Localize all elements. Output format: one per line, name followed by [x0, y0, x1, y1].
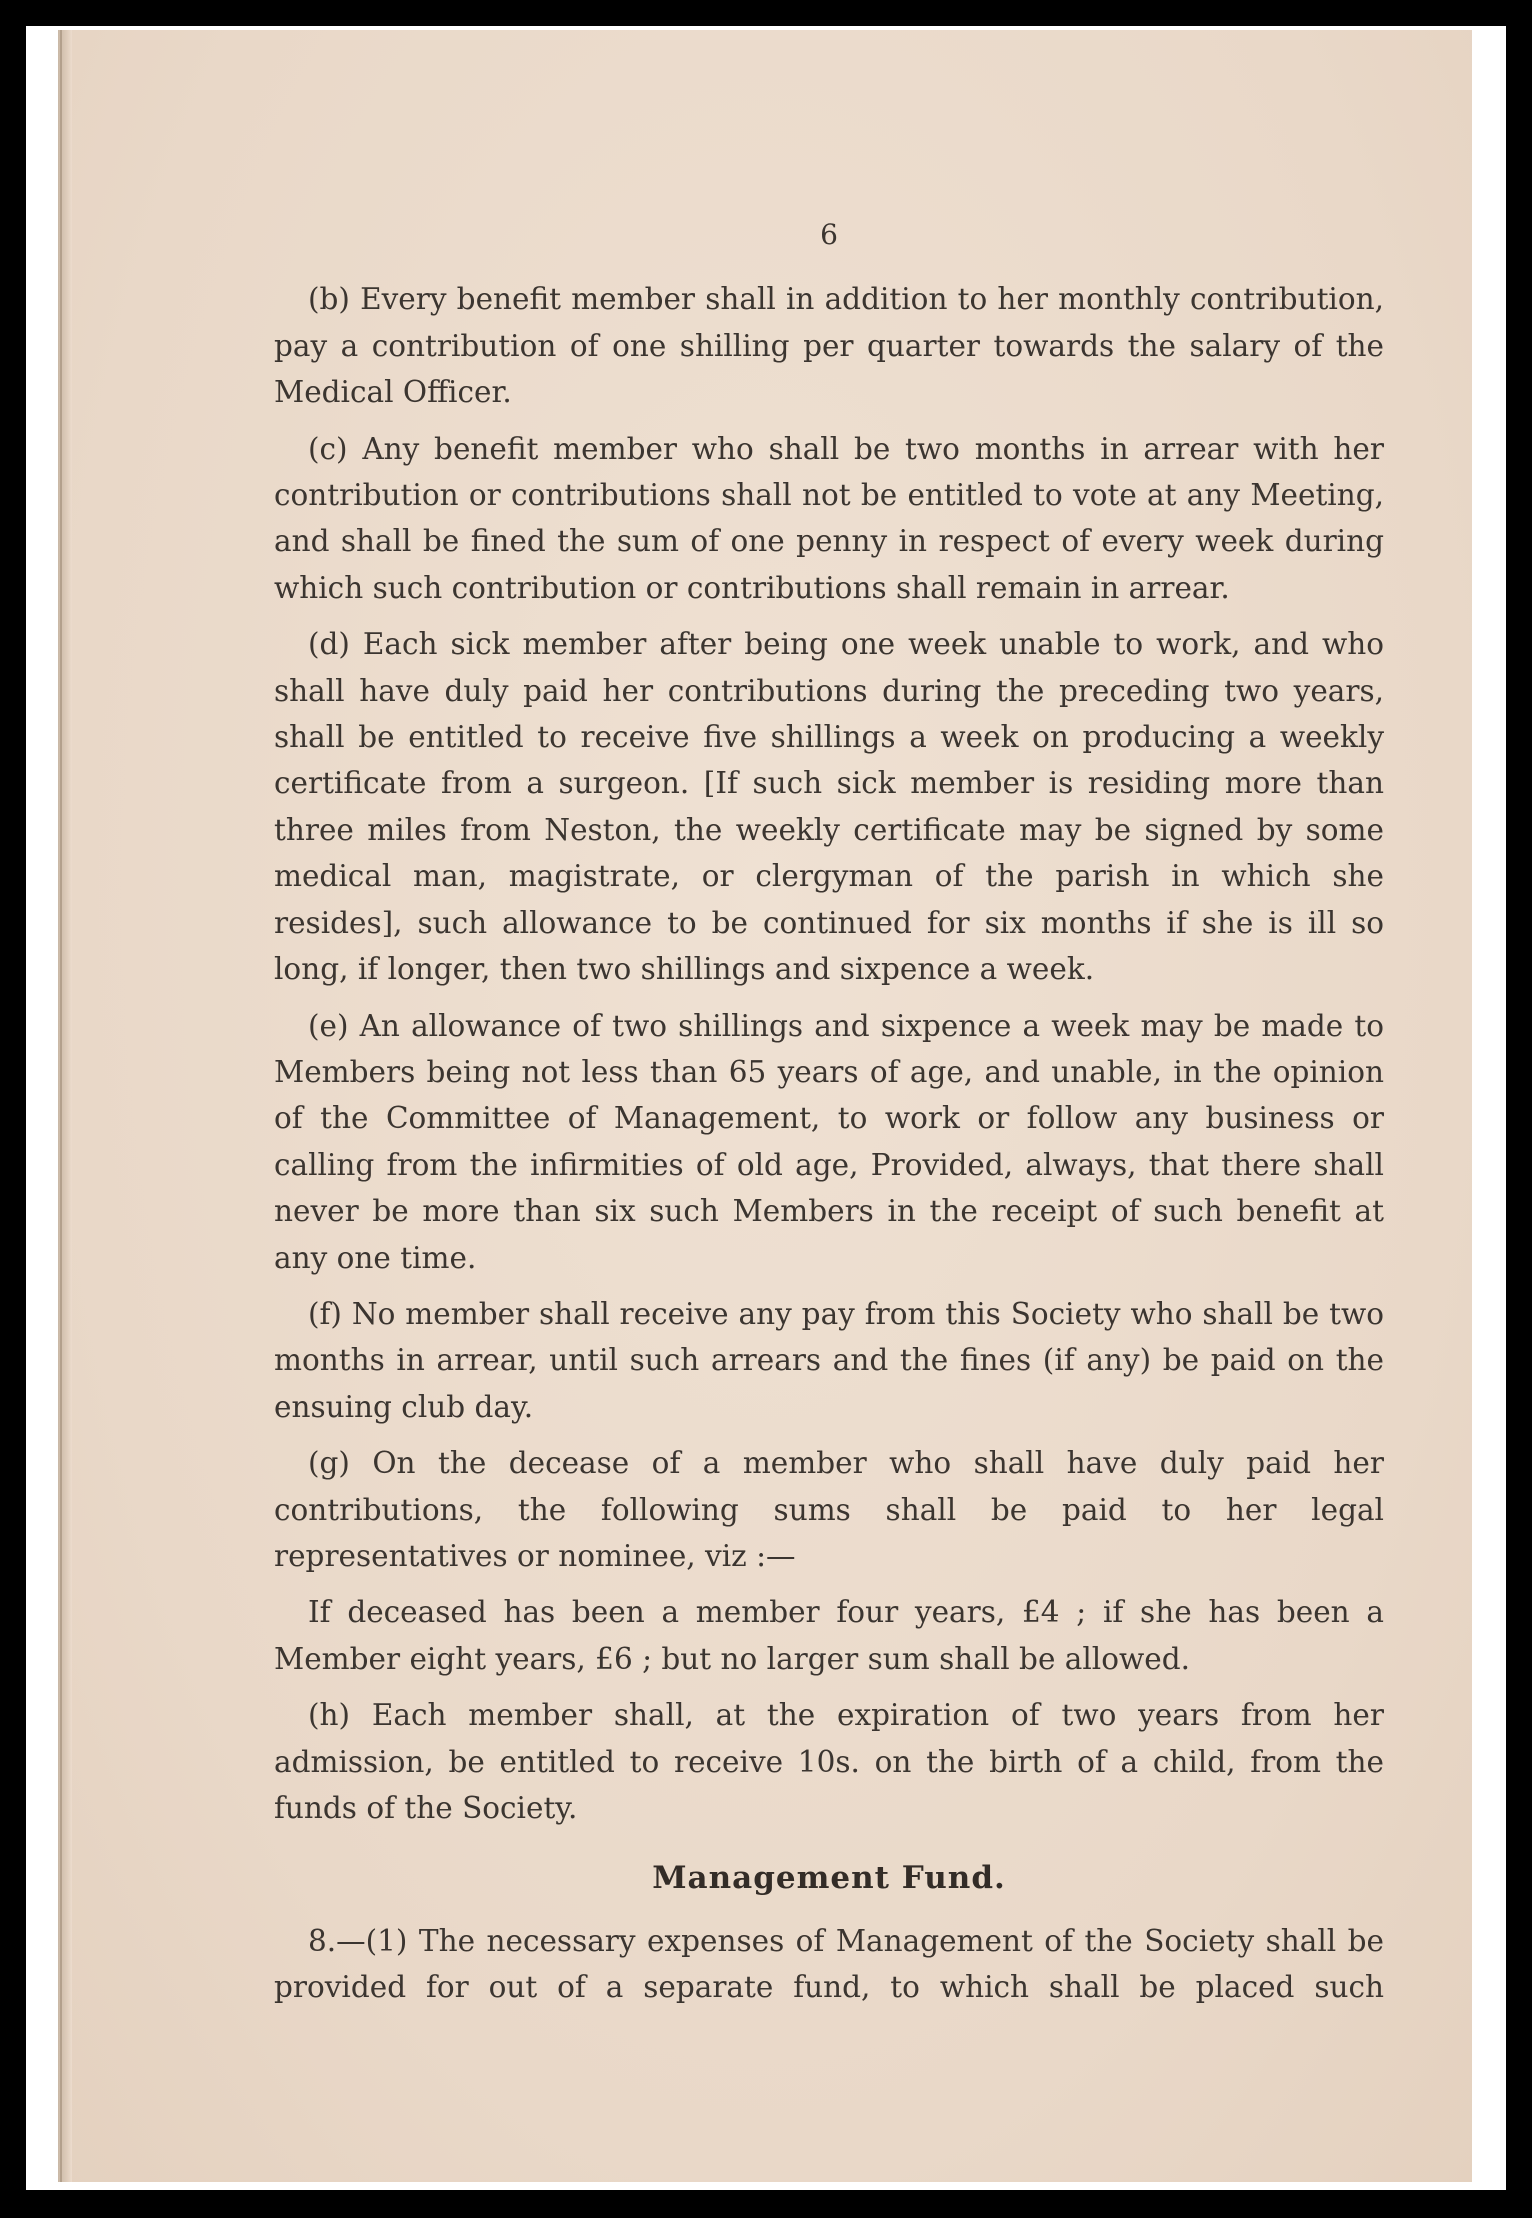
paragraph-g: (g) On the decease of a member who shall have duly paid her contributions, the following sums shall be paid to her legal representatives or nominee, viz :—	[274, 1446, 1384, 1573]
paragraph-c: (c) Any benefit member who shall be two months in arrear with her contribution or contributions shall not be entitled to vote at any Meeting, and shall be fined the sum of one penny in respect of every week during which such contribution or contributions shall remain in arrear.	[274, 431, 1384, 605]
paragraph-section-8: 8.—(1) The necessary expenses of Management of the Society shall be provided for out of a separate fund, to which shall be placed such	[274, 1923, 1384, 2005]
page-number: 6	[820, 218, 838, 251]
document-page	[58, 30, 1472, 2182]
paragraph-f: (f) No member shall receive any pay from this Society who shall be two months in arrear, until such arrears and the fines (if any) be paid on the ensuing club day.	[274, 1296, 1384, 1424]
section-heading: Management Fund.	[652, 1860, 1006, 1897]
page-text-body	[274, 184, 1384, 2021]
page-frame	[26, 26, 1506, 2190]
paragraph-g-detail: If deceased has been a member four years, £4 ; if she has been a Member eight years, £6 ; but no larger sum shall be allowed.	[274, 1595, 1384, 1676]
paragraph-b: (b) Every benefit member shall in addition to her monthly contribution, pay a contribution of one shilling per quarter towards the salary of the Medical Officer.	[274, 282, 1384, 410]
page-binding-edge	[58, 30, 72, 2182]
paragraph-e: (e) An allowance of two shillings and sixpence a week may be made to Members being not less than 65 years of age, and unable, in the opinion of the Committee of Management, to work or follow any business or calling from the infirmities of old age, Provided, always, that there shall never be more than six such Members in the receipt of such benefit at any one time.	[274, 1008, 1384, 1275]
paragraph-h: (h) Each member shall, at the expiration of two years from her admission, be entitled to receive 10s. on the birth of a child, from the funds of the Society.	[274, 1698, 1384, 1825]
binding-line	[60, 30, 62, 2182]
paragraph-d: (d) Each sick member after being one week unable to work, and who shall have duly paid her contributions during the preceding two years, shall be entitled to receive five shillings a week on producing a weekly certificate from a surgeon. [If such sick member is residing more than three miles from Neston, the weekly certificate may be signed by some medical man, magistrate, or clergyman of the parish in which she resides], such allowance to be continued for six months if she is ill so long, if longer, then two shillings and sixpence a week.	[274, 627, 1384, 987]
